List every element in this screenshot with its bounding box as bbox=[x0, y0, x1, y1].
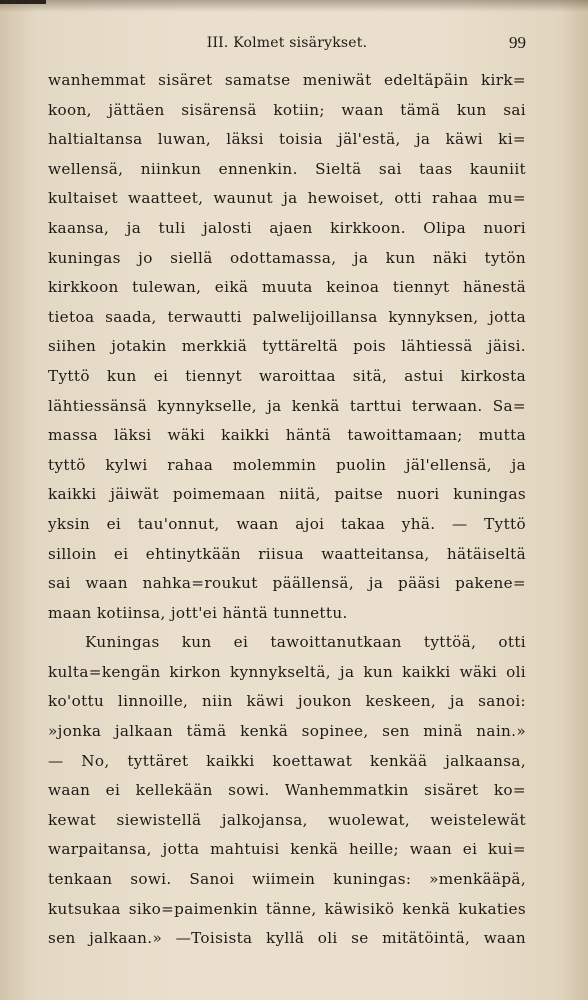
text-line: wanhemmat sisäret samatse meniwät edeltäpäin kirk= bbox=[48, 71, 526, 89]
text-line: sai waan nahka=roukut päällensä, ja pääsi pakene= bbox=[48, 574, 526, 593]
text-line: kaansa, ja tuli jalosti ajaen kirkkoon. Olipa nuori bbox=[48, 218, 526, 237]
text-line: massa läksi wäki kaikki häntä tawoittamaan; mutta bbox=[48, 426, 526, 445]
text-line: — No, tyttäret kaikki koettawat kenkää jalkaansa, bbox=[48, 751, 526, 770]
page-corner-mark bbox=[0, 0, 46, 4]
chapter-title: III. Kolmet sisärykset. bbox=[206, 35, 368, 51]
running-head bbox=[48, 33, 526, 55]
text-line: waan ei kellekään sowi. Wanhemmatkin sisäret ko= bbox=[48, 781, 526, 800]
text-line: tenkaan sowi. Sanoi wiimein kuningas: »menkääpä, bbox=[48, 870, 526, 889]
text-line: silloin ei ehtinytkään riisua waatteitansa, hätäiseltä bbox=[48, 544, 526, 563]
text-line: kaikki jäiwät poimemaan niitä, paitse nuori kuningas bbox=[48, 485, 526, 504]
paragraph-first-line: Kuningas kun ei tawoittanutkaan tyttöä, otti bbox=[85, 633, 526, 652]
text-line: kewat siewistellä jalkojansa, wuolewat, weistelewät bbox=[48, 810, 526, 829]
text-line: haltialtansa luwan, läksi toisia jäl'estä, ja käwi ki= bbox=[48, 130, 526, 149]
text-line: tyttö kylwi rahaa molemmin puolin jäl'ellensä, ja bbox=[48, 455, 526, 474]
page-number: 99 bbox=[509, 33, 526, 52]
text-line: »jonka jalkaan tämä kenkä sopinee, sen minä nain.» bbox=[48, 722, 526, 741]
text-line: kultaiset waatteet, waunut ja hewoiset, otti rahaa mu= bbox=[48, 189, 526, 208]
text-line: kuningas jo siellä odottamassa, ja kun näki tytön bbox=[48, 248, 526, 267]
text-line: kulta=kengän kirkon kynnykseltä, ja kun kaikki wäki oli bbox=[48, 662, 526, 681]
body-text bbox=[48, 66, 526, 954]
text-line: lähtiessänsä kynnykselle, ja kenkä tarttui terwaan. Sa= bbox=[48, 396, 526, 415]
text-line: ko'ottu linnoille, niin käwi joukon keskeen, ja sanoi: bbox=[48, 692, 526, 711]
text-line: kirkkoon tulewan, eikä muuta keinoa tiennyt hänestä bbox=[48, 278, 526, 297]
text-line: tietoa saada, terwautti palwelijoillansa kynnyksen, jotta bbox=[48, 307, 526, 326]
text-line: yksin ei tau'onnut, waan ajoi takaa yhä. — Tyttö bbox=[48, 514, 526, 533]
text-line: warpaitansa, jotta mahtuisi kenkä heille; waan ei kui= bbox=[48, 840, 526, 859]
text-line: Tyttö kun ei tiennyt waroittaa sitä, astui kirkosta bbox=[48, 366, 526, 385]
text-line: kutsukaa siko=paimenkin tänne, käwisikö kenkä kukaties bbox=[48, 899, 526, 918]
text-line: siihen jotakin merkkiä tyttäreltä pois lähtiessä jäisi. bbox=[48, 337, 526, 356]
text-line: koon, jättäen sisärensä kotiin; waan tämä kun sai bbox=[48, 100, 526, 119]
text-line: sen jalkaan.» —Toisista kyllä oli se mitätöintä, waan bbox=[48, 929, 526, 948]
page-top-shadow bbox=[0, 0, 588, 12]
paragraph-end-line: maan kotiinsa, jott'ei häntä tunnettu. bbox=[48, 603, 348, 622]
text-line: wellensä, niinkun ennenkin. Sieltä sai taas kauniit bbox=[48, 159, 526, 178]
